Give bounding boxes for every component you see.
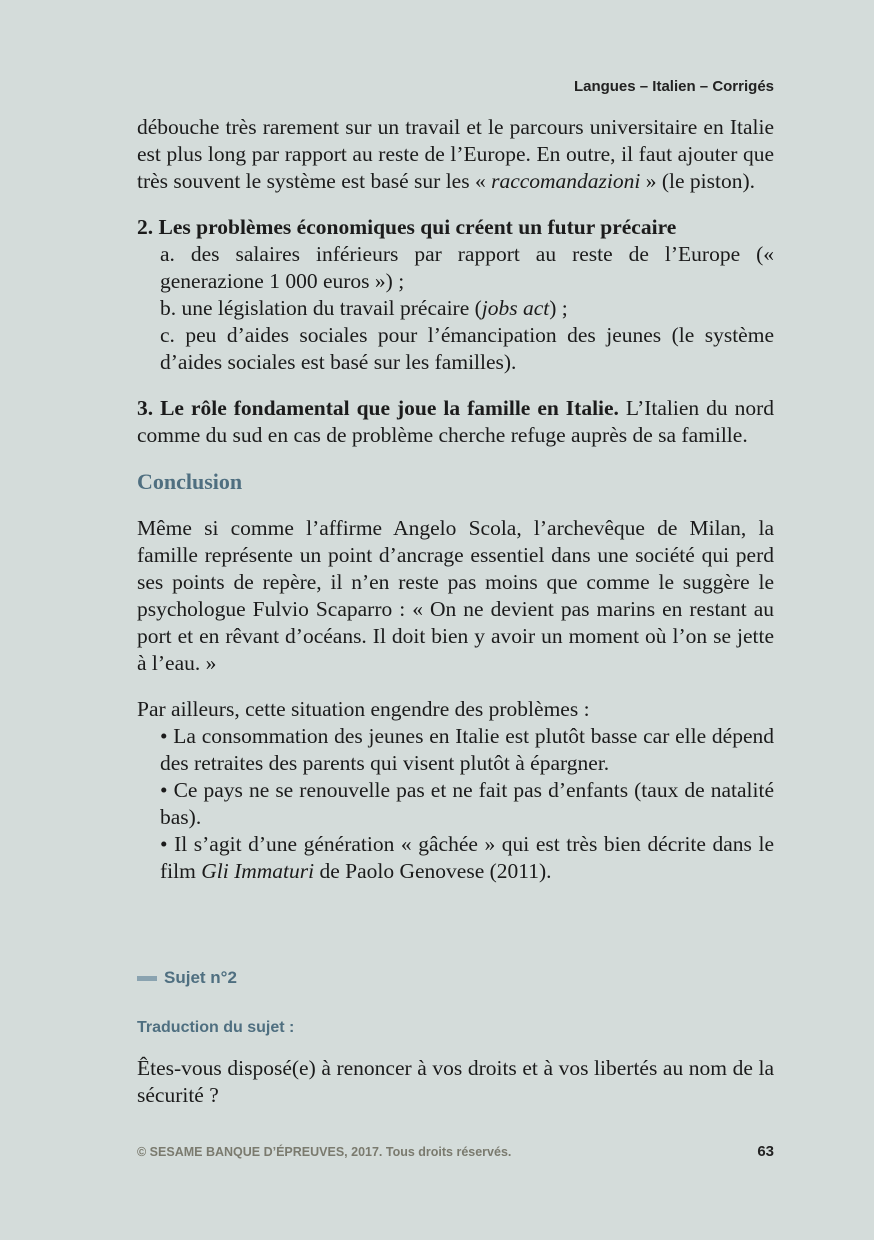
point-3-heading: 3. Le rôle fondamental que joue la famille en Italie. — [137, 396, 619, 420]
point-2-block — [137, 214, 774, 376]
point-2-heading: 2. Les problèmes économiques qui créent un futur précaire — [137, 215, 677, 239]
running-header: Langues – Italien – Corrigés — [573, 78, 774, 95]
traduction-heading: Traduction du sujet : — [137, 1019, 295, 1036]
copyright-notice: © SESAME BANQUE D’ÉPREUVES, 2017. Tous droits réservés. — [137, 1145, 512, 1159]
intro-paragraph: débouche très rarement sur un travail et le parcours universitaire en Italie est plus long par rapport au reste de l’Europe. En outre, il faut ajouter que très souvent le système est basé sur les « raccomandazioni » (le piston). — [137, 115, 774, 193]
problems-list-block — [137, 696, 774, 885]
italic-term: raccomandazioni — [491, 169, 641, 193]
bullet-item: • La consommation des jeunes en Italie est plutôt basse car elle dépend des retraites des parents qui visent plutôt à épargner. — [160, 724, 774, 775]
point-2-item-c: c. peu d’aides sociales pour l’émancipation des jeunes (le système d’aides sociales est basé sur les familles). — [160, 323, 774, 374]
conclusion-paragraph: Même si comme l’affirme Angelo Scola, l’archevêque de Milan, la famille représente un point d’ancrage essentiel dans une société qui perd ses points de repère, il n’en reste pas moins que comme le suggère le psychologue Fulvio Scaparro : « On ne devient pas marins en restant au port et en rêvant d’océans. Il doit bien y avoir un moment où l’on se jette à l’eau. » — [137, 516, 774, 675]
dash-bar-icon — [137, 976, 157, 981]
page-number: 63 — [757, 1143, 774, 1160]
point-2-item-a: a. des salaires inférieurs par rapport au reste de l’Europe (« generazione 1 000 euros ») ; — [160, 242, 774, 293]
main-content — [137, 114, 774, 885]
sujet-question: Êtes-vous disposé(e) à renoncer à vos droits et à vos libertés au nom de la sécurité ? — [137, 1056, 774, 1107]
problems-intro: Par ailleurs, cette situation engendre des problèmes : — [137, 697, 590, 721]
point-3-paragraph: 3. Le rôle fondamental que joue la famille en Italie. L’Italien du nord comme du sud en cas de problème cherche refuge auprès de sa famille. — [137, 396, 774, 447]
bullet-item: • Ce pays ne se renouvelle pas et ne fait pas d’enfants (taux de natalité bas). — [160, 778, 774, 829]
bullet-item: • Il s’agit d’une génération « gâchée » qui est très bien décrite dans le film Gli Immaturi de Paolo Genovese (2011). — [160, 832, 774, 883]
sujet-heading: Sujet n°2 — [137, 968, 237, 988]
point-2-item-b: b. une législation du travail précaire (jobs act) ; — [160, 296, 568, 320]
conclusion-title: Conclusion — [137, 469, 243, 494]
page-footer — [137, 1143, 774, 1160]
